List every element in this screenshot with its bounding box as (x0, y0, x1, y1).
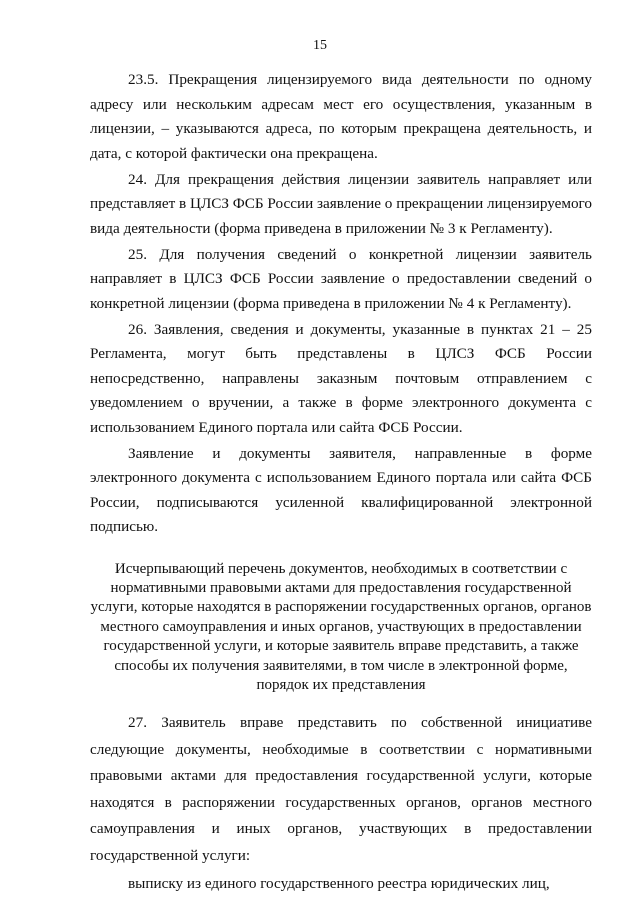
paragraph-26: 26. Заявления, сведения и документы, указанные в пунктах 21 – 25 Регламента, могут быть представлены в ЦЛСЗ ФСБ России непосредственно, направлены заказным почтовым отправлением с уведомлением о вручении, а также в форме электронного документа с использованием Единого портала или сайта ФСБ России. (90, 320, 592, 436)
section-heading: Исчерпывающий перечень документов, необходимых в соответствии с нормативными правовыми актами для предоставления государственной услуги, которые находятся в распоряжении государственных органов, органов местного самоуправления и иных органов, участвующих в предоставлении государственной услуги, и которые заявитель вправе представить, а также способы их получения заявителями, в том числе в электронной форме, порядок их представления (90, 560, 592, 693)
paragraph-23-5: 23.5. Прекращения лицензируемого вида деятельности по одному адресу или нескольким адресам мест его осуществления, указанным в лицензии, – указываются адреса, по которым прекращена деятельность, и дата, с которой фактически она прекращена. (90, 71, 592, 162)
paragraph-26-continued: Заявление и документы заявителя, направленные в форме электронного документа с использованием Единого портала или сайта ФСБ России, подписываются усиленной квалифицированной электронной подписью. (90, 444, 592, 535)
paragraph-25: 25. Для получения сведений о конкретной лицензии заявитель направляет в ЦЛСЗ ФСБ России заявление о предоставлении сведений о конкретной лицензии (форма приведена в приложении № 4 к Регламенту). (90, 245, 592, 312)
page-number: 15 (313, 38, 327, 53)
paragraph-27-list-item: выписку из единого государственного реестра юридических лиц, (128, 874, 550, 892)
paragraph-24: 24. Для прекращения действия лицензии заявитель направляет или представляет в ЦЛСЗ ФСБ России заявление о прекращении лицензируемого вида деятельности (форма приведена в приложении № 3 к Регламенту). (90, 170, 592, 237)
paragraph-27: 27. Заявитель вправе представить по собственной инициативе следующие документы, необходимые в соответствии с нормативными правовыми актами для предоставления государственной услуги, которые находятся в распоряжении государственных органов, органов местного самоуправления и иных органов, участвующих в предоставлении государственной услуги: (90, 714, 592, 864)
document-body (90, 68, 592, 899)
